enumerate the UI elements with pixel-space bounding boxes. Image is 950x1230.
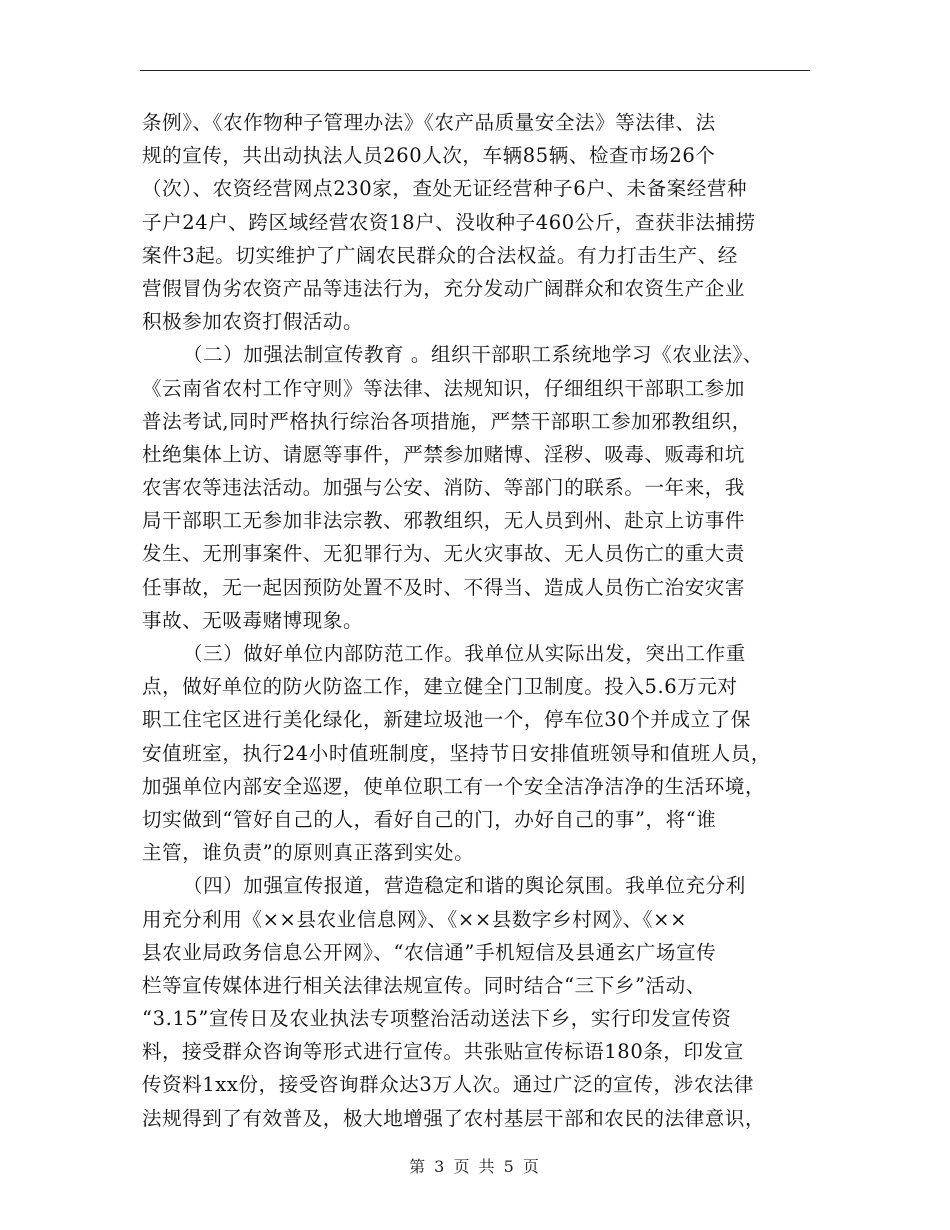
text-line: 积极参加农资打假活动。 bbox=[142, 310, 364, 334]
text-line: 法规得到了有效普及，极大地增强了农村基层干部和农民的法律意识， bbox=[142, 1106, 766, 1130]
text-line: 《云南省农村工作守则》等法律、法规知识，仔细组织干部职工参加 bbox=[142, 376, 746, 400]
text-line: 切实做到“管好自己的人，看好自己的门，办好自己的事”，将“谁 bbox=[142, 807, 717, 831]
text-line: 县农业局政务信息公开网》、“农信通”手机短信及县通玄广场宣传 bbox=[142, 940, 717, 964]
text-line: 案件3起。切实维护了广阔农民群众的合法权益。有力打击生产、经 bbox=[142, 243, 738, 267]
text-line: 条例》、《农作物种子管理办法》《农产品质量安全法》等法律、法 bbox=[142, 111, 716, 134]
header-rule bbox=[140, 70, 810, 71]
text-line: 发生、无刑事案件、无犯罪行为、无火灾事故、无人员伤亡的重大责 bbox=[142, 542, 746, 566]
text-line: 加强单位内部安全巡逻，使单位职工有一个安全洁净洁净的生活环境， bbox=[142, 774, 766, 798]
text-line: 职工住宅区进行美化绿化，新建垃圾池一个，停车位30个并成立了保 bbox=[142, 708, 751, 732]
text-line: 规的宣传，共出动执法人员260人次，车辆85辆、检查市场26个 bbox=[142, 144, 716, 168]
text-line: 安值班室，执行24小时值班制度，坚持节日安排值班领导和值班人员， bbox=[142, 741, 772, 765]
text-line: 局干部职工无参加非法宗教、邪教组织，无人员到州、赴京上访事件 bbox=[142, 509, 746, 533]
text-line: 营假冒伪劣农资产品等违法行为，充分发动广阔群众和农资生产企业 bbox=[142, 276, 746, 300]
text-line: 任事故，无一起因预防处置不及时、不得当、造成人员伤亡治安灾害 bbox=[142, 575, 746, 599]
text-line: “3.15”宣传日及农业执法专项整治活动送法下乡，实行印发宣传资 bbox=[142, 1007, 732, 1031]
paragraph-first-line: （二）加强法制宣传教育 。组织干部职工系统地学习《农业法》、 bbox=[183, 343, 763, 367]
text-line: 点，做好单位的防火防盗工作，建立健全门卫制度。投入5.6万元对 bbox=[142, 675, 738, 699]
text-line: 主管，谁负责”的原则真正落到实处。 bbox=[142, 841, 475, 865]
text-line: 杜绝集体上访、请愿等事件，严禁参加赌博、淫秽、吸毒、贩毒和坑 bbox=[142, 442, 746, 466]
text-line: 传资料1xx份，接受咨询群众达3万人次。通过广泛的宣传，涉农法律 bbox=[142, 1073, 755, 1097]
page-number: 第 3 页 共 5 页 bbox=[409, 1157, 541, 1176]
paragraph-first-line: （三）做好单位内部防范工作。我单位从实际出发，突出工作重 bbox=[183, 642, 746, 665]
text-line: （次）、农资经营网点230家，查处无证经营种子6户、未备案经营种 bbox=[142, 177, 748, 201]
text-line: 栏等宣传媒体进行相关法律法规宣传。同时结合“三下乡”活动、 bbox=[142, 973, 706, 997]
text-line: 农害农等违法活动。加强与公安、消防、等部门的联系。一年来，我 bbox=[142, 476, 746, 500]
text-line: 事故、无吸毒赌博现象。 bbox=[142, 608, 364, 632]
text-line: 料，接受群众咨询等形式进行宣传。共张贴宣传标语180条，印发宣 bbox=[142, 1040, 744, 1064]
text-line: 用充分利用《××县农业信息网》、《××县数字乡村网》、《×× bbox=[142, 907, 688, 931]
paragraph-first-line: （四）加强宣传报道，营造稳定和谐的舆论氛围。我单位充分利 bbox=[183, 874, 746, 898]
document-body bbox=[142, 106, 810, 1135]
text-line: 子户24户、跨区域经营农资18户、没收种子460公斤，查获非法捕捞 bbox=[142, 210, 756, 234]
text-line: 普法考试,同时严格执行综治各项措施，严禁干部职工参加邪教组织， bbox=[142, 409, 752, 433]
